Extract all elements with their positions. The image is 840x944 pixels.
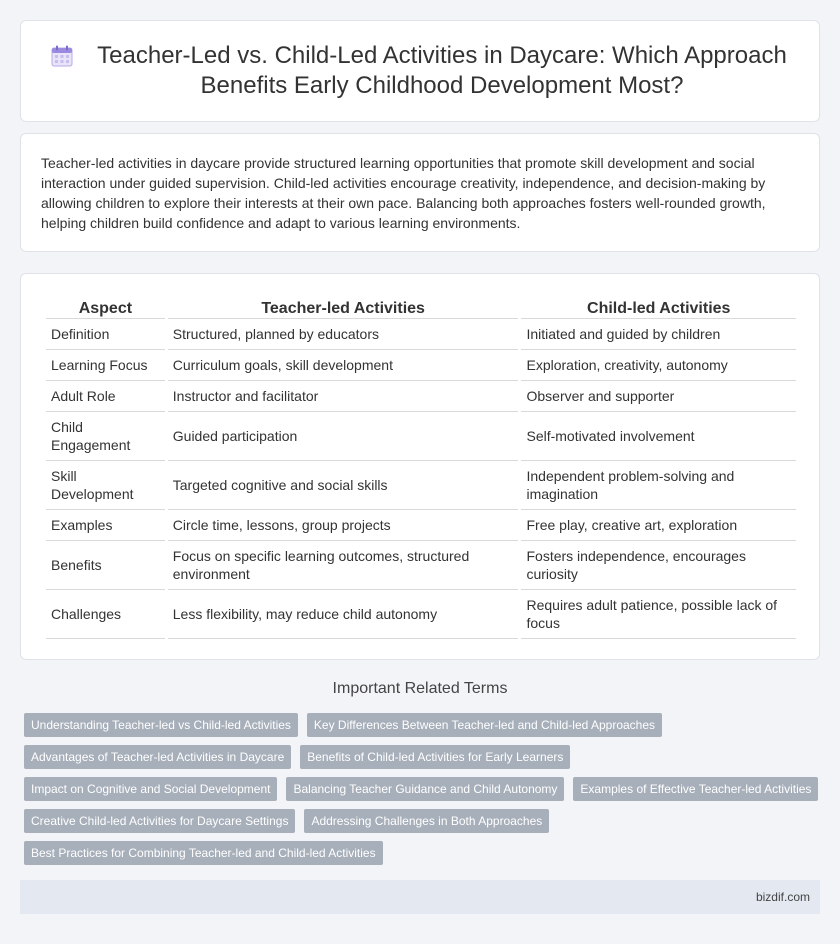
table-row [46,510,796,541]
header-aspect: Aspect [46,293,165,319]
table-cell: Observer and supporter [521,381,796,412]
related-tags [24,713,824,873]
table-cell: Self-motivated involvement [521,412,796,461]
related-tag[interactable]: Creative Child-led Activities for Daycare Settings [24,809,295,833]
tag-row [24,841,824,873]
table-header-row [46,293,796,319]
table-row [46,350,796,381]
table-row [46,381,796,412]
calendar-icon [51,45,73,67]
table-row [46,590,796,639]
comparison-card [20,273,820,660]
footer [20,880,820,914]
related-tag[interactable]: Best Practices for Combining Teacher-led and Child-led Activities [24,841,383,865]
tag-row [24,777,824,809]
comparison-table [43,293,799,639]
header-child-led: Child-led Activities [521,293,796,319]
table-cell: Child Engagement [46,412,165,461]
table-cell: Fosters independence, encourages curiosity [521,541,796,590]
table-cell: Requires adult patience, possible lack of focus [521,590,796,639]
table-row [46,319,796,350]
intro-card [20,133,820,252]
table-cell: Curriculum goals, skill development [168,350,519,381]
table-cell: Challenges [46,590,165,639]
page-title: Teacher-Led vs. Child-Led Activities in Daycare: Which Approach Benefits Early Childhood Development Most? [97,42,787,99]
table-row [46,412,796,461]
table-cell: Learning Focus [46,350,165,381]
table-cell: Exploration, creativity, autonomy [521,350,796,381]
tag-row [24,745,824,777]
related-tag[interactable]: Addressing Challenges in Both Approaches [304,809,549,833]
table-cell: Free play, creative art, exploration [521,510,796,541]
table-cell: Targeted cognitive and social skills [168,461,519,510]
table-cell: Definition [46,319,165,350]
table-cell: Circle time, lessons, group projects [168,510,519,541]
related-tag[interactable]: Advantages of Teacher-led Activities in Daycare [24,745,291,769]
related-tag[interactable]: Examples of Effective Teacher-led Activities [573,777,818,801]
table-cell: Instructor and facilitator [168,381,519,412]
table-row [46,461,796,510]
table-cell: Adult Role [46,381,165,412]
footer-site-link[interactable]: bizdif.com [755,890,810,904]
related-terms-heading: Important Related Terms [332,680,508,697]
header-teacher-led: Teacher-led Activities [168,293,519,319]
table-cell: Structured, planned by educators [168,319,519,350]
table-cell: Guided participation [168,412,519,461]
table-cell: Initiated and guided by children [521,319,796,350]
title-card [20,20,820,122]
tag-row [24,713,824,745]
table-cell: Benefits [46,541,165,590]
table-cell: Skill Development [46,461,165,510]
table-cell: Independent problem-solving and imagination [521,461,796,510]
related-tag[interactable]: Benefits of Child-led Activities for Early Learners [300,745,570,769]
table-cell: Focus on specific learning outcomes, structured environment [168,541,519,590]
related-tag[interactable]: Key Differences Between Teacher-led and Child-led Approaches [307,713,662,737]
table-row [46,541,796,590]
related-tag[interactable]: Balancing Teacher Guidance and Child Autonomy [286,777,564,801]
related-tag[interactable]: Understanding Teacher-led vs Child-led Activities [24,713,298,737]
tag-row [24,809,824,841]
table-cell: Less flexibility, may reduce child autonomy [168,590,519,639]
table-cell: Examples [46,510,165,541]
related-tag[interactable]: Impact on Cognitive and Social Development [24,777,277,801]
title-wrap [21,21,819,121]
intro-text: Teacher-led activities in daycare provide structured learning opportunities that promote skill development and social interaction under guided supervision. Child-led activities encourage creativity, independence, and decision-making by allowing children to explore their interests at their own pace. Balancing both approaches fosters well-rounded growth, helping children build confidence and adapt to various learning environments. [41,155,766,231]
